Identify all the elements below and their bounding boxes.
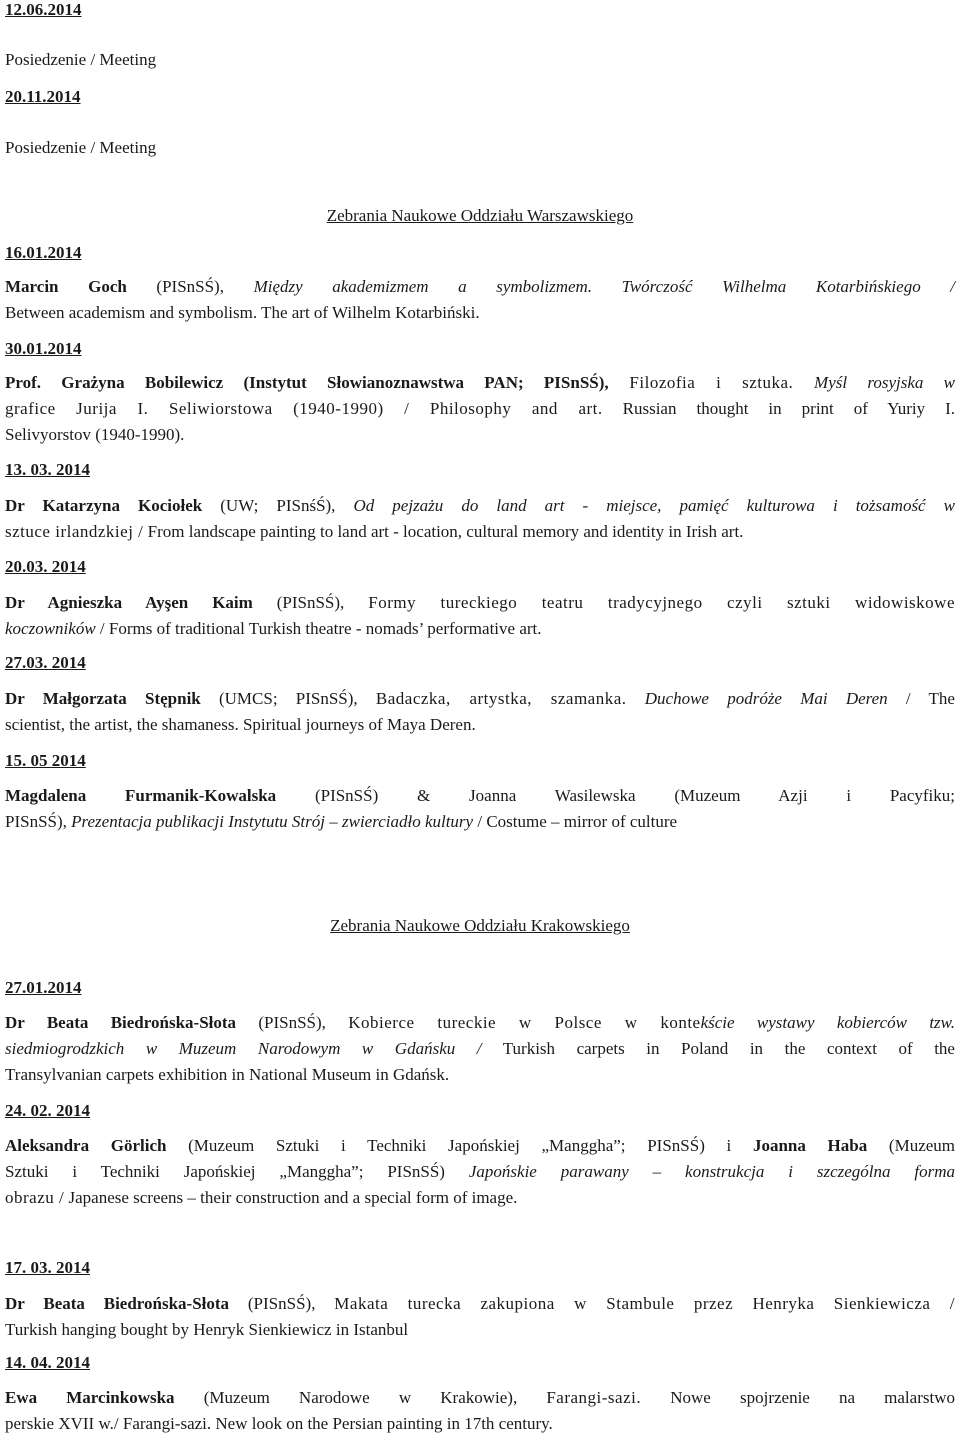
section-heading-krakow: Zebrania Naukowe Oddziału Krakowskiego [330,916,630,935]
meeting-label: Posiedzenie / Meeting [5,138,157,157]
entry-body: Dr Beata Biedrońska-Słota (PISnSŚ), Kobierce tureckie w Polsce w kontekście wystawy kobierców tzw. siedmiogrodzkich w Muzeum Narodowym w Gdańsku / Turkish carpets in Poland in the context of the Transylvanian carpets exhibition in National Museum in Gdańsk. [5,1013,955,1084]
section-heading-warsaw: Zebrania Naukowe Oddziału Warszawskiego [326,206,634,225]
date-20-11-2014: 20.11.2014 [5,87,81,106]
entry-date: 13. 03. 2014 [5,460,90,479]
entry-date: 16.01.2014 [5,243,82,262]
entry-body: Ewa Marcinkowska (Muzeum Narodowe w Krakowie), Farangi-sazi. Nowe spojrzenie na malarstwo perskie XVII w./ Farangi-sazi. New look on the Persian painting in 17th century. [5,1388,955,1433]
meeting-label: Posiedzenie / Meeting [5,50,157,69]
entry-date: 15. 05 2014 [5,751,86,770]
entry-date: 14. 04. 2014 [5,1353,90,1372]
entry-body: Aleksandra Görlich (Muzeum Sztuki i Techniki Japońskiej „Manggha”; PISnSŚ) i Joanna Haba (Muzeum Sztuki i Techniki Japońskiej „Manggha”; PISnSŚ) Japońskie parawany – konstrukcja i szczególna forma obrazu / Japanese screens – their construction and a special form of image. [5,1136,956,1207]
entry-date: 20.03. 2014 [5,557,86,576]
entry-body: Dr Katarzyna Kociołek (UW; PISnśŚ), Od pejzażu do land art - miejsce, pamięć kulturowa i tożsamość w sztuce irlandzkiej / From landscape painting to land art - location, cultural memory and identity in Irish art. [5,496,955,541]
date-12-06-2014: 12.06.2014 [5,0,82,19]
entry-date: 24. 02. 2014 [5,1101,90,1120]
entry-date: 27.01.2014 [5,978,82,997]
entry-body: Magdalena Furmanik-Kowalska (PISnSŚ) & Joanna Wasilewska (Muzeum Azji i Pacyfiku; PISnSŚ), Prezentacja publikacji Instytutu Strój – zwierciadło kultury / Costume – mirror of culture [5,786,956,831]
entry-body: Dr Agnieszka Ayşen Kaim (PISnSŚ), Formy tureckiego teatru tradycyjnego czyli sztuki widowiskowe koczowników / Forms of traditional Turkish theatre - nomads’ performative art. [5,593,955,638]
entry-date: 27.03. 2014 [5,653,86,672]
entry-date: 17. 03. 2014 [5,1258,90,1277]
entry-body: Dr Małgorzata Stępnik (UMCS; PISnSŚ), Badaczka, artystka, szamanka. Duchowe podróże Mai Deren / The scientist, the artist, the shamaness. Spiritual journeys of Maya Deren. [5,689,955,734]
entry-body: Dr Beata Biedrońska-Słota (PISnSŚ), Makata turecka zakupiona w Stambule przez Henryka Sienkiewicza / Turkish hanging bought by Henryk Sienkiewicz in Istanbul [5,1294,955,1339]
entry-body: Marcin Goch (PISnSŚ), Między akademizmem a symbolizmem. Twórczość Wilhelma Kotarbińskiego / Between academism and symbolism. The art of Wilhelm Kotarbiński. [5,277,956,322]
entry-date: 30.01.2014 [5,339,82,358]
entry-body: Prof. Grażyna Bobilewicz (Instytut Słowianoznawstwa PAN; PISnSŚ), Filozofia i sztuka. Myśl rosyjska w grafice Jurija I. Seliwiorstowa (1940-1990) / Philosophy and art. Russian thought in print of Yuriy I. Selivyorstov (1940-1990). [5,373,956,444]
